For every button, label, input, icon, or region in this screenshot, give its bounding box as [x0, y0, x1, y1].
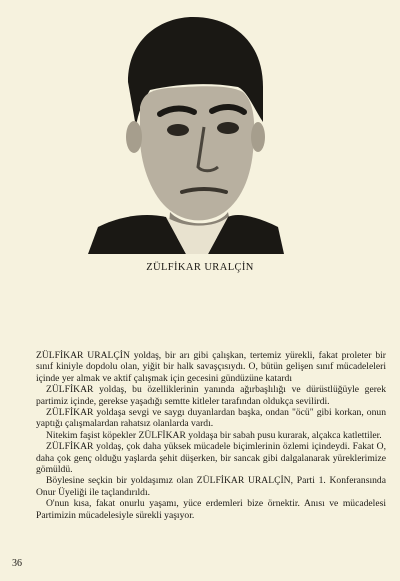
page-number: 36	[12, 558, 22, 569]
portrait-photo	[88, 12, 284, 254]
paragraph: ZÜLFİKAR yoldaş, bu özelliklerinin yanında ağırbaşlılığı ve dürüstlüğüyle gerek partimiz içinde, gerekse yaşadığı semtte kitleler tarafından oldukça sevilirdi.	[36, 384, 386, 407]
paragraph: Nitekim faşist köpekler ZÜLFİKAR yoldaşa bir sabah pusu kurarak, alçakca katlettiler.	[46, 429, 382, 441]
paragraph: ZÜLFİKAR URALÇİN yoldaş, bir arı gibi çalışkan, tertemiz yürekli, fakat proleter bir sınıf kiniyle dopdolu olan, yiğit bir halk savaşçısıydı. O, bütün gelişen sınıf mücadeleleri içinde yer almak ve aktif çalışmak için gecesini gündüzüne katardı	[36, 350, 386, 384]
paragraph: ZÜLFİKAR yoldaş, çok daha yüksek mücadele biçimlerinin özlemi içindeydi. Fakat O, daha çok genç olduğu yaşlarda şehit düşerken, bir sancak gibi dalgalanarak yüreklerimize gömüldü.	[36, 441, 386, 476]
portrait-image	[88, 12, 284, 254]
paragraph: ZÜLFİKAR yoldaşa sevgi ve saygı duyanlardan başka, ondan "öcü" gibi korkan, onun yaptığı çalışmalardan rahatsız olanlarda vardı.	[36, 407, 386, 430]
memorial-text	[36, 350, 386, 521]
paragraph: O'nun kısa, fakat onurlu yaşamı, yüce erdemleri bize örnektir. Anısı ve mücadelesi Partimizin mücadelesiyle sürekli yaşıyor.	[36, 498, 386, 521]
paragraph: Böylesine seçkin bir yoldaşımız olan ZÜLFİKAR URALÇİN, Parti 1. Konferansında Onur Üyeliği ile taçlandırıldı.	[36, 475, 386, 498]
photo-caption: ZÜLFİKAR URALÇİN	[146, 262, 254, 273]
